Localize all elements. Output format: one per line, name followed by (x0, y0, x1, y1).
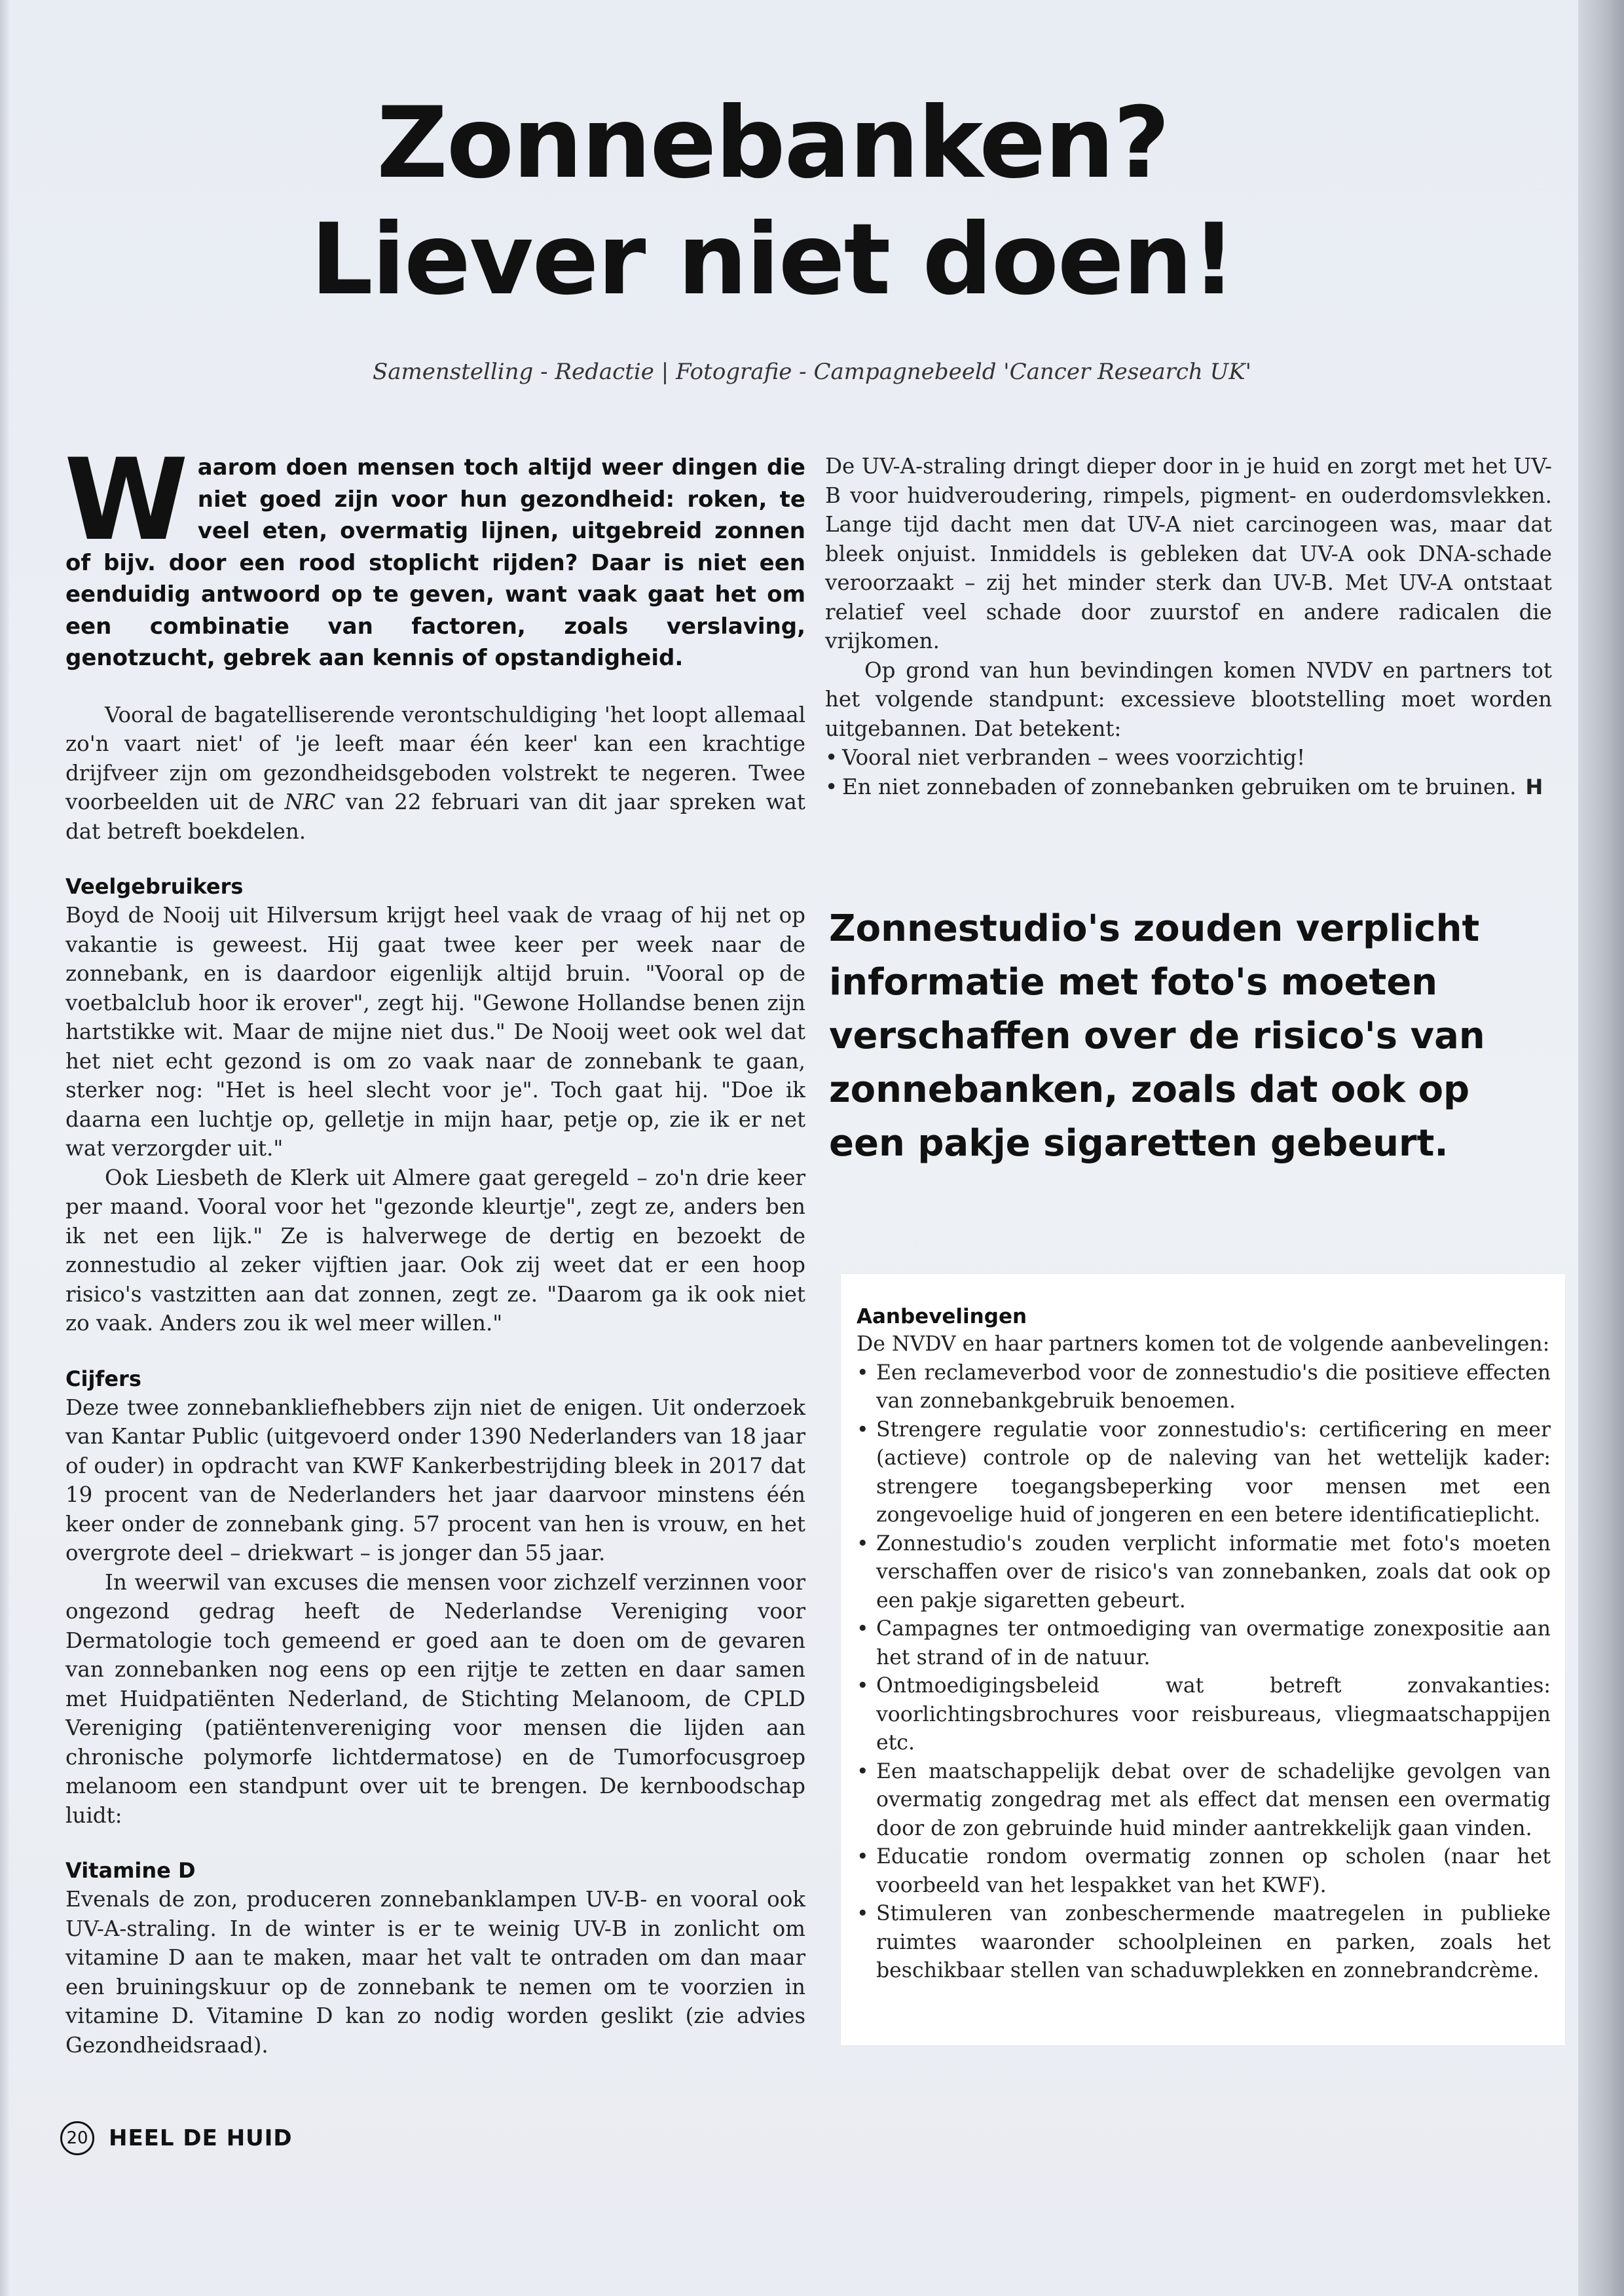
body-paragraph-1 (65, 701, 805, 847)
list-item-text: En niet zonnebaden of zonnebanken gebruiken om te bruinen. (842, 774, 1517, 799)
recommendation-item (857, 1530, 1551, 1616)
end-mark: H (1525, 774, 1543, 799)
heading-veelgebruikers: Veelgebruikers (65, 874, 244, 899)
list-item (825, 773, 1552, 802)
page-number: 20 (60, 2121, 94, 2155)
left-column (64, 434, 805, 2060)
title-line-2: Liever niet doen! (310, 203, 1235, 317)
article-credits: Samenstelling - Redactie | Fotografie - Campagnebeeld 'Cancer Research UK' (372, 359, 1251, 385)
recommendation-text: Campagnes ter ontmoediging van overmatige zonexpositie aan het strand of in de natuur. (876, 1617, 1551, 1669)
bullet-dot: • (857, 1759, 869, 1783)
page-left-edge (0, 0, 9, 2296)
paragraph-text: Vooral de bagatelliserende verontschuldiging 'het loopt allemaal zo'n vaart niet' of 'je leeft maar één keer' kan een krachtige drijfveer zijn om gezondheidsgeboden volstrekt te negeren. Twee voorbeelden uit de (65, 702, 805, 814)
bullet-dot: • (857, 1531, 869, 1556)
bullet-dot: • (857, 1674, 869, 1698)
article-title (249, 85, 1297, 318)
bullet-dot: • (857, 1417, 869, 1442)
standpunt-list (825, 743, 1552, 801)
recommendation-text: Strengere regulatie voor zonnestudio's: certificering en meer (actieve) controle op de naleving van het wettelijk kader: strengere toegangsbeperking voor mensen met een zongevoelige huid of jongeren en een betere identificatieplicht. (876, 1417, 1551, 1527)
drop-cap: W (64, 434, 189, 566)
page-gutter-shadow (1578, 0, 1624, 2296)
recommendation-item (857, 1615, 1551, 1672)
recommendation-text: Stimuleren van zonbeschermende maatregelen in publieke ruimtes waaronder schoolpleinen en parken, zoals het beschikbaar stellen van schaduwplekken en zonnebrandcrème. (876, 1902, 1551, 1982)
recommendation-item (857, 1416, 1551, 1530)
heading-cijfers: Cijfers (65, 1366, 141, 1391)
intro-paragraph (64, 434, 805, 674)
recommendations-content (857, 1303, 1551, 1986)
list-item (825, 743, 1552, 773)
magazine-name: HEEL DE HUID (109, 2125, 293, 2151)
recommendations-list (857, 1359, 1551, 1986)
body-paragraph-4: Deze twee zonnebankliefhebbers zijn niet de enigen. Uit onderzoek van Kantar Public (uitgevoerd onder 1390 Nederlanders van 18 jaar of ouder) in opdracht van KWF Kankerbestrijding bleek in 2017 dat 19 procent van de Nederlanders het jaar daarvoor minstens één keer onder de zonnebank ging. 57 procent van hen is vrouw, en het overgrote deel – driekwart – is jonger dan 55 jaar. (65, 1394, 805, 1565)
bullet-dot: • (857, 1617, 869, 1641)
recommendation-item (857, 1843, 1551, 1900)
recommendation-item (857, 1359, 1551, 1416)
bullet-dot: • (825, 745, 838, 770)
recommendation-text: Een maatschappelijk debat over de schadelijke gevolgen van overmatig zongedrag met als effect dat mensen een overmatig door de zon gebruinde huid minder aantrekkelijk gaan vinden. (876, 1759, 1551, 1840)
body-paragraph-uv-a: De UV-A-straling dringt dieper door in je huid en zorgt met het UV-B voor huidveroudering, rimpels, pigment- en ouderdomsvlekken. Lange tijd dacht men dat UV-A niet carcinogeen was, maar dat bleek onjuist. Inmiddels is gebleken dat UV-A ook DNA-schade veroorzaakt – zij het minder sterk dan UV-B. Met UV-A ontstaat relatief veel schade door zuurstof en andere radicalen die vrijkomen. (825, 454, 1552, 653)
recommendation-item (857, 1900, 1551, 1986)
recommendation-text: Zonnestudio's zouden verplicht informatie met foto's moeten verschaffen over de risico's van zonnebanken, zoals dat ook op een pakje sigaretten gebeurt. (876, 1531, 1551, 1613)
bullet-dot: • (857, 1845, 869, 1868)
newspaper-name: NRC (284, 790, 336, 814)
bullet-dot: • (857, 1902, 869, 1925)
heading-aanbevelingen: Aanbevelingen (857, 1305, 1027, 1328)
recommendations-box (841, 1274, 1565, 2045)
right-column (825, 452, 1552, 801)
page-footer (60, 2119, 293, 2158)
recommendations-intro: De NVDV en haar partners komen tot de volgende aanbevelingen: (857, 1332, 1550, 1356)
body-paragraph-6: Evenals de zon, produceren zonnebanklampen UV-B- en vooral ook UV-A-straling. In de winter is er te weinig UV-B in zonlicht om vitamine D aan te maken, maar het valt te ontraden om dan maar een bruiningskuur op de zonnebank te nemen om te voorzien in vitamine D. Vitamine D kan zo nodig worden geslikt (zie advies Gezondheidsraad). (65, 1887, 805, 2058)
heading-vitamine-d: Vitamine D (65, 1858, 196, 1883)
title-line-1: Zonnebanken? (377, 86, 1169, 200)
pull-quote: Zonnestudio's zouden verplicht informatie met foto's moeten verschaffen over de risico's van zonnebanken, zoals dat ook op een pakje sigaretten gebeurt. (829, 907, 1485, 1165)
body-paragraph-standpunt: Op grond van hun bevindingen komen NVDV en partners tot het volgende standpunt: excessieve blootstelling moet worden uitgebannen. Dat betekent: (825, 657, 1552, 741)
paragraph-text: van 22 februari van dit jaar spreken wat dat betreft boekdelen. (65, 790, 805, 844)
list-item-text: Vooral niet verbranden – wees voorzichtig! (842, 745, 1306, 770)
intro-text: aarom doen mensen toch altijd weer dingen die niet goed zijn voor hun gezondheid: roken, te veel eten, overmatig lijnen, uitgebreid zonnen of bijv. door een rood stoplicht rijden? Daar is niet een eenduidig antwoord op te geven, want vaak gaat het om een combinatie van factoren, zoals verslaving, genotzucht, gebrek aan kennis of opstandigheid. (65, 454, 805, 671)
recommendation-text: Educatie rondom overmatig zonnen op scholen (naar het voorbeeld van het lespakket van het KWF). (876, 1845, 1551, 1897)
bullet-dot: • (825, 774, 838, 799)
body-paragraph-5: In weerwil van excuses die mensen voor zichzelf verzinnen voor ongezond gedrag heeft de Nederlandse Vereniging voor Dermatologie toch gemeend er goed aan te doen om de gevaren van zonnebanken nog eens op een rijtje te zetten en daar samen met Huidpatiënten Nederland, de Stichting Melanoom, de CPLD Vereniging (patiëntenvereniging voor mensen die lijden aan chronische polymorfe lichtdermatose) en de Tumorfocusgroep melanoom een standpunt over uit te brengen. De kernboodschap luidt: (65, 1569, 805, 1828)
body-paragraph-3: Ook Liesbeth de Klerk uit Almere gaat geregeld – zo'n drie keer per maand. Vooral voor het "gezonde kleurtje", zegt ze, anders ben ik net een lijk." Ze is halverwege de dertig en bezoekt de zonnestudio al zeker vijftien jaar. Ook zij weet dat er een hoop risico's vastzitten aan dat zonnen, zegt ze. "Daarom ga ik ook niet zo vaak. Anders zou ik wel meer willen." (65, 1165, 805, 1336)
recommendation-item (857, 1672, 1551, 1758)
bullet-dot: • (857, 1360, 869, 1385)
recommendation-text: Een reclameverbod voor de zonnestudio's die positieve effecten van zonnebankgebruik benoemen. (876, 1360, 1551, 1413)
recommendation-text: Ontmoedigingsbeleid wat betreft zonvakanties: voorlichtingsbrochures voor reisbureaus, vliegmaatschappijen etc. (876, 1674, 1551, 1755)
recommendation-item (857, 1758, 1551, 1844)
body-paragraph-2: Boyd de Nooij uit Hilversum krijgt heel vaak de vraag of hij net op vakantie is geweest. Hij gaat twee keer per week naar de zonnebank, en is daardoor eigenlijk altijd bruin. "Vooral op de voetbalclub hoor ik erover", zegt hij. "Gewone Hollandse benen zijn hartstikke wit. Maar de mijne niet dus." De Nooij weet ook wel dat het niet echt gezond is om zo vaak naar de zonnebank te gaan, sterker nog: "Het is heel slecht voor je". Toch gaat hij. "Doe ik daarna een luchtje op, gelletje in mijn haar, petje op, zie ik er net wat verzorgder uit." (65, 903, 805, 1161)
